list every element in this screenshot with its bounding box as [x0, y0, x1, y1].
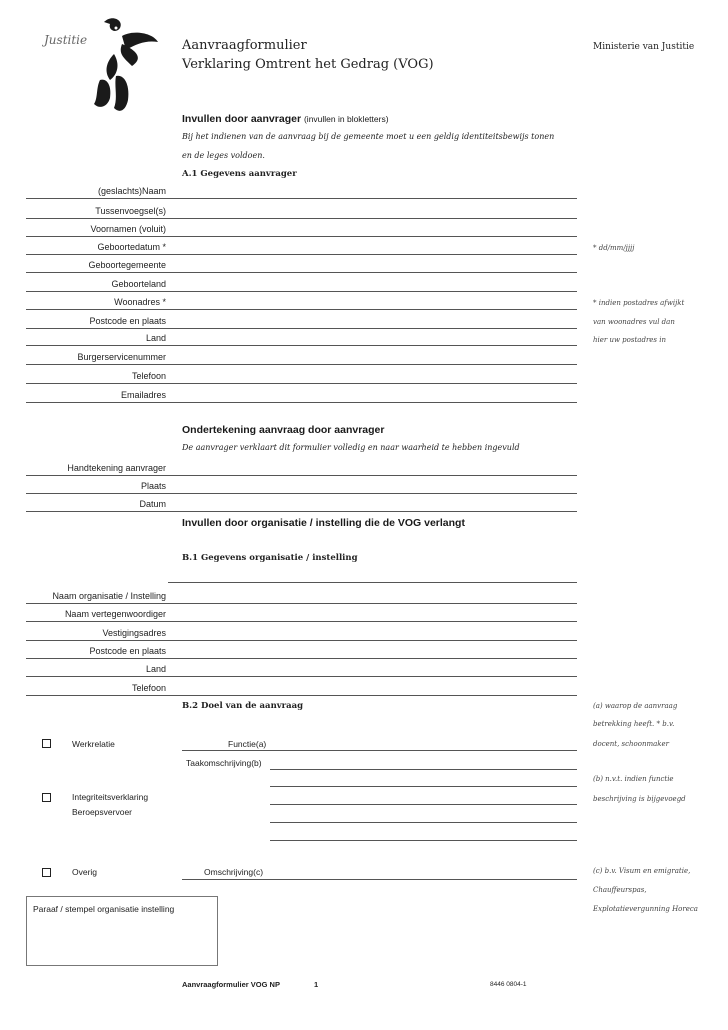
- werkrelatie-checkbox[interactable]: [42, 739, 51, 748]
- handtekening-line: [26, 475, 577, 476]
- telefoon-org-input[interactable]: [168, 683, 576, 694]
- section-a-heading: [182, 113, 389, 125]
- integriteit-label: Integriteitsverklaring: [72, 792, 149, 802]
- label-vestigingsadres: Vestigingsadres: [102, 628, 166, 638]
- note-c1: (c) b.v. Visum en emigratie,: [593, 867, 691, 875]
- label-postcode: Postcode en plaats: [89, 316, 166, 326]
- section-a-note: (invullen in blokletters): [303, 114, 389, 124]
- functie-line: [182, 750, 577, 751]
- note-c3: Explotatievergunning Horeca: [593, 905, 698, 913]
- ministry-name: Ministerie van Justitie: [593, 42, 695, 52]
- naam-org-line: [26, 603, 577, 604]
- vertegenwoordiger-input[interactable]: [168, 609, 576, 620]
- integriteit-checkbox[interactable]: [42, 793, 51, 802]
- beroepsvervoer-label: Beroepsvervoer: [72, 807, 133, 817]
- telefoon-org-line: [26, 695, 577, 696]
- section-a-title: Invullen door aanvrager: [182, 113, 302, 125]
- datum-line: [26, 511, 577, 512]
- label-geboortedatum: Geboortedatum *: [97, 242, 166, 252]
- handtekening-input[interactable]: [168, 463, 576, 474]
- signing-statement: De aanvrager verklaart dit formulier volledig en naar waarheid te hebben ingevuld: [182, 443, 520, 452]
- taakomschrijving-label: Taakomschrijving(b): [186, 758, 262, 768]
- tussenvoegsel-line: [26, 218, 577, 219]
- note-postadres-3: hier uw postadres in: [593, 336, 666, 344]
- vestigingsadres-line: [26, 640, 577, 641]
- section-b-heading: Invullen door organisatie / instelling die de VOG verlangt: [182, 517, 465, 529]
- note-a3: docent, schoonmaker: [593, 740, 670, 748]
- taak-line-4: [270, 822, 577, 823]
- email-line: [26, 402, 577, 403]
- geboortegemeente-input[interactable]: [168, 260, 576, 271]
- label-geboortegemeente: Geboortegemeente: [88, 260, 166, 270]
- footer-code: 8446 0804-1: [490, 981, 527, 988]
- note-b1: (b) n.v.t. indien functie: [593, 775, 674, 783]
- geboorteland-input[interactable]: [168, 279, 576, 290]
- taak-line-3: [270, 804, 577, 805]
- label-telefoon-org: Telefoon: [131, 683, 166, 693]
- intro-line-1: Bij het indienen van de aanvraag bij de gemeente moet u een geldig identiteitsbewijs tonen: [182, 132, 555, 141]
- note-postadres-2: van woonadres vul dan: [593, 318, 675, 326]
- plaats-line: [26, 493, 577, 494]
- geboortedatum-line: [26, 254, 577, 255]
- footer-form-name: Aanvraagformulier VOG NP: [182, 980, 280, 989]
- overig-checkbox[interactable]: [42, 868, 51, 877]
- naam-line: [26, 198, 577, 199]
- label-land-org: Land: [145, 664, 166, 674]
- signing-heading: Ondertekening aanvraag door aanvrager: [182, 424, 385, 436]
- note-postadres-1: * indien postadres afwijkt: [593, 299, 685, 307]
- postcode-org-input[interactable]: [168, 646, 576, 657]
- land-org-input[interactable]: [168, 664, 576, 675]
- form-title: Aanvraagformulier: [182, 38, 307, 53]
- label-handtekening: Handtekening aanvrager: [67, 463, 166, 473]
- bsn-input[interactable]: [168, 352, 576, 363]
- land-line: [26, 345, 577, 346]
- vestigingsadres-input[interactable]: [168, 628, 576, 639]
- functie-label: Functie(a): [228, 739, 267, 749]
- intro-line-2: en de leges voldoen.: [182, 151, 265, 160]
- label-email: Emailadres: [120, 390, 166, 400]
- a1-heading: A.1 Gegevens aanvrager: [182, 169, 297, 179]
- stamp-label: Paraaf / stempel organisatie instelling: [33, 904, 175, 914]
- postcode-input[interactable]: [168, 316, 576, 327]
- functie-input[interactable]: [270, 738, 576, 749]
- naam-org-input[interactable]: [168, 591, 576, 602]
- label-datum: Datum: [139, 499, 166, 509]
- label-vertegenwoordiger: Naam vertegenwoordiger: [64, 609, 166, 619]
- geboortegemeente-line: [26, 272, 577, 273]
- justitie-logo-icon: [92, 14, 162, 120]
- vertegenwoordiger-line: [26, 621, 577, 622]
- taak-line-2: [270, 786, 577, 787]
- label-naam-org: Naam organisatie / Instelling: [52, 591, 166, 601]
- brand-name: Justitie: [44, 33, 88, 47]
- label-naam: (geslachts)Naam: [97, 186, 166, 196]
- woonadres-input[interactable]: [168, 297, 576, 308]
- label-voornamen: Voornamen (voluit): [90, 224, 166, 234]
- land-org-line: [26, 676, 577, 677]
- overig-label: Overig: [72, 867, 98, 877]
- bsn-line: [26, 364, 577, 365]
- label-land: Land: [145, 333, 166, 343]
- telefoon-line: [26, 383, 577, 384]
- postcode-line: [26, 328, 577, 329]
- omschrijving-label: Omschrijving(c): [204, 867, 264, 877]
- voornamen-line: [26, 236, 577, 237]
- woonadres-line: [26, 309, 577, 310]
- note-a1: (a) waarop de aanvraag: [593, 702, 678, 710]
- datum-input[interactable]: [168, 499, 576, 510]
- postcode-org-line: [26, 658, 577, 659]
- taakomschrijving-input[interactable]: [270, 757, 576, 768]
- land-input[interactable]: [168, 333, 576, 344]
- naam-input[interactable]: [168, 186, 576, 197]
- geboorteland-line: [26, 291, 577, 292]
- plaats-input[interactable]: [168, 481, 576, 492]
- stamp-box[interactable]: [26, 896, 218, 966]
- label-telefoon: Telefoon: [131, 371, 166, 381]
- tussenvoegsel-input[interactable]: [168, 206, 576, 217]
- omschrijving-input[interactable]: [270, 866, 576, 877]
- b1-top-line: [168, 582, 577, 583]
- telefoon-input[interactable]: [168, 371, 576, 382]
- form-subtitle: Verklaring Omtrent het Gedrag (VOG): [182, 57, 434, 72]
- note-c2: Chauffeurspas,: [593, 886, 647, 894]
- geboortedatum-input[interactable]: [168, 242, 576, 253]
- taak-line-1: [270, 769, 577, 770]
- label-bsn: Burgerservicenummer: [77, 352, 166, 362]
- werkrelatie-label: Werkrelatie: [72, 739, 115, 749]
- taak-line-5: [270, 840, 577, 841]
- label-tussenvoegsel: Tussenvoegsel(s): [95, 206, 166, 216]
- note-b2: beschrijving is bijgevoegd: [593, 795, 686, 803]
- omschrijving-line: [182, 879, 577, 880]
- footer-page-number: 1: [314, 980, 319, 989]
- label-geboorteland: Geboorteland: [111, 279, 166, 289]
- b1-heading: B.1 Gegevens organisatie / instelling: [182, 553, 358, 563]
- b2-heading: B.2 Doel van de aanvraag: [182, 701, 304, 711]
- note-a2: betrekking heeft. * b.v.: [593, 720, 675, 728]
- note-date-format: * dd/mm/jjjj: [593, 244, 635, 252]
- label-woonadres: Woonadres *: [114, 297, 166, 307]
- label-plaats: Plaats: [140, 481, 166, 491]
- label-postcode-org: Postcode en plaats: [89, 646, 166, 656]
- voornamen-input[interactable]: [168, 224, 576, 235]
- email-input[interactable]: [168, 390, 576, 401]
